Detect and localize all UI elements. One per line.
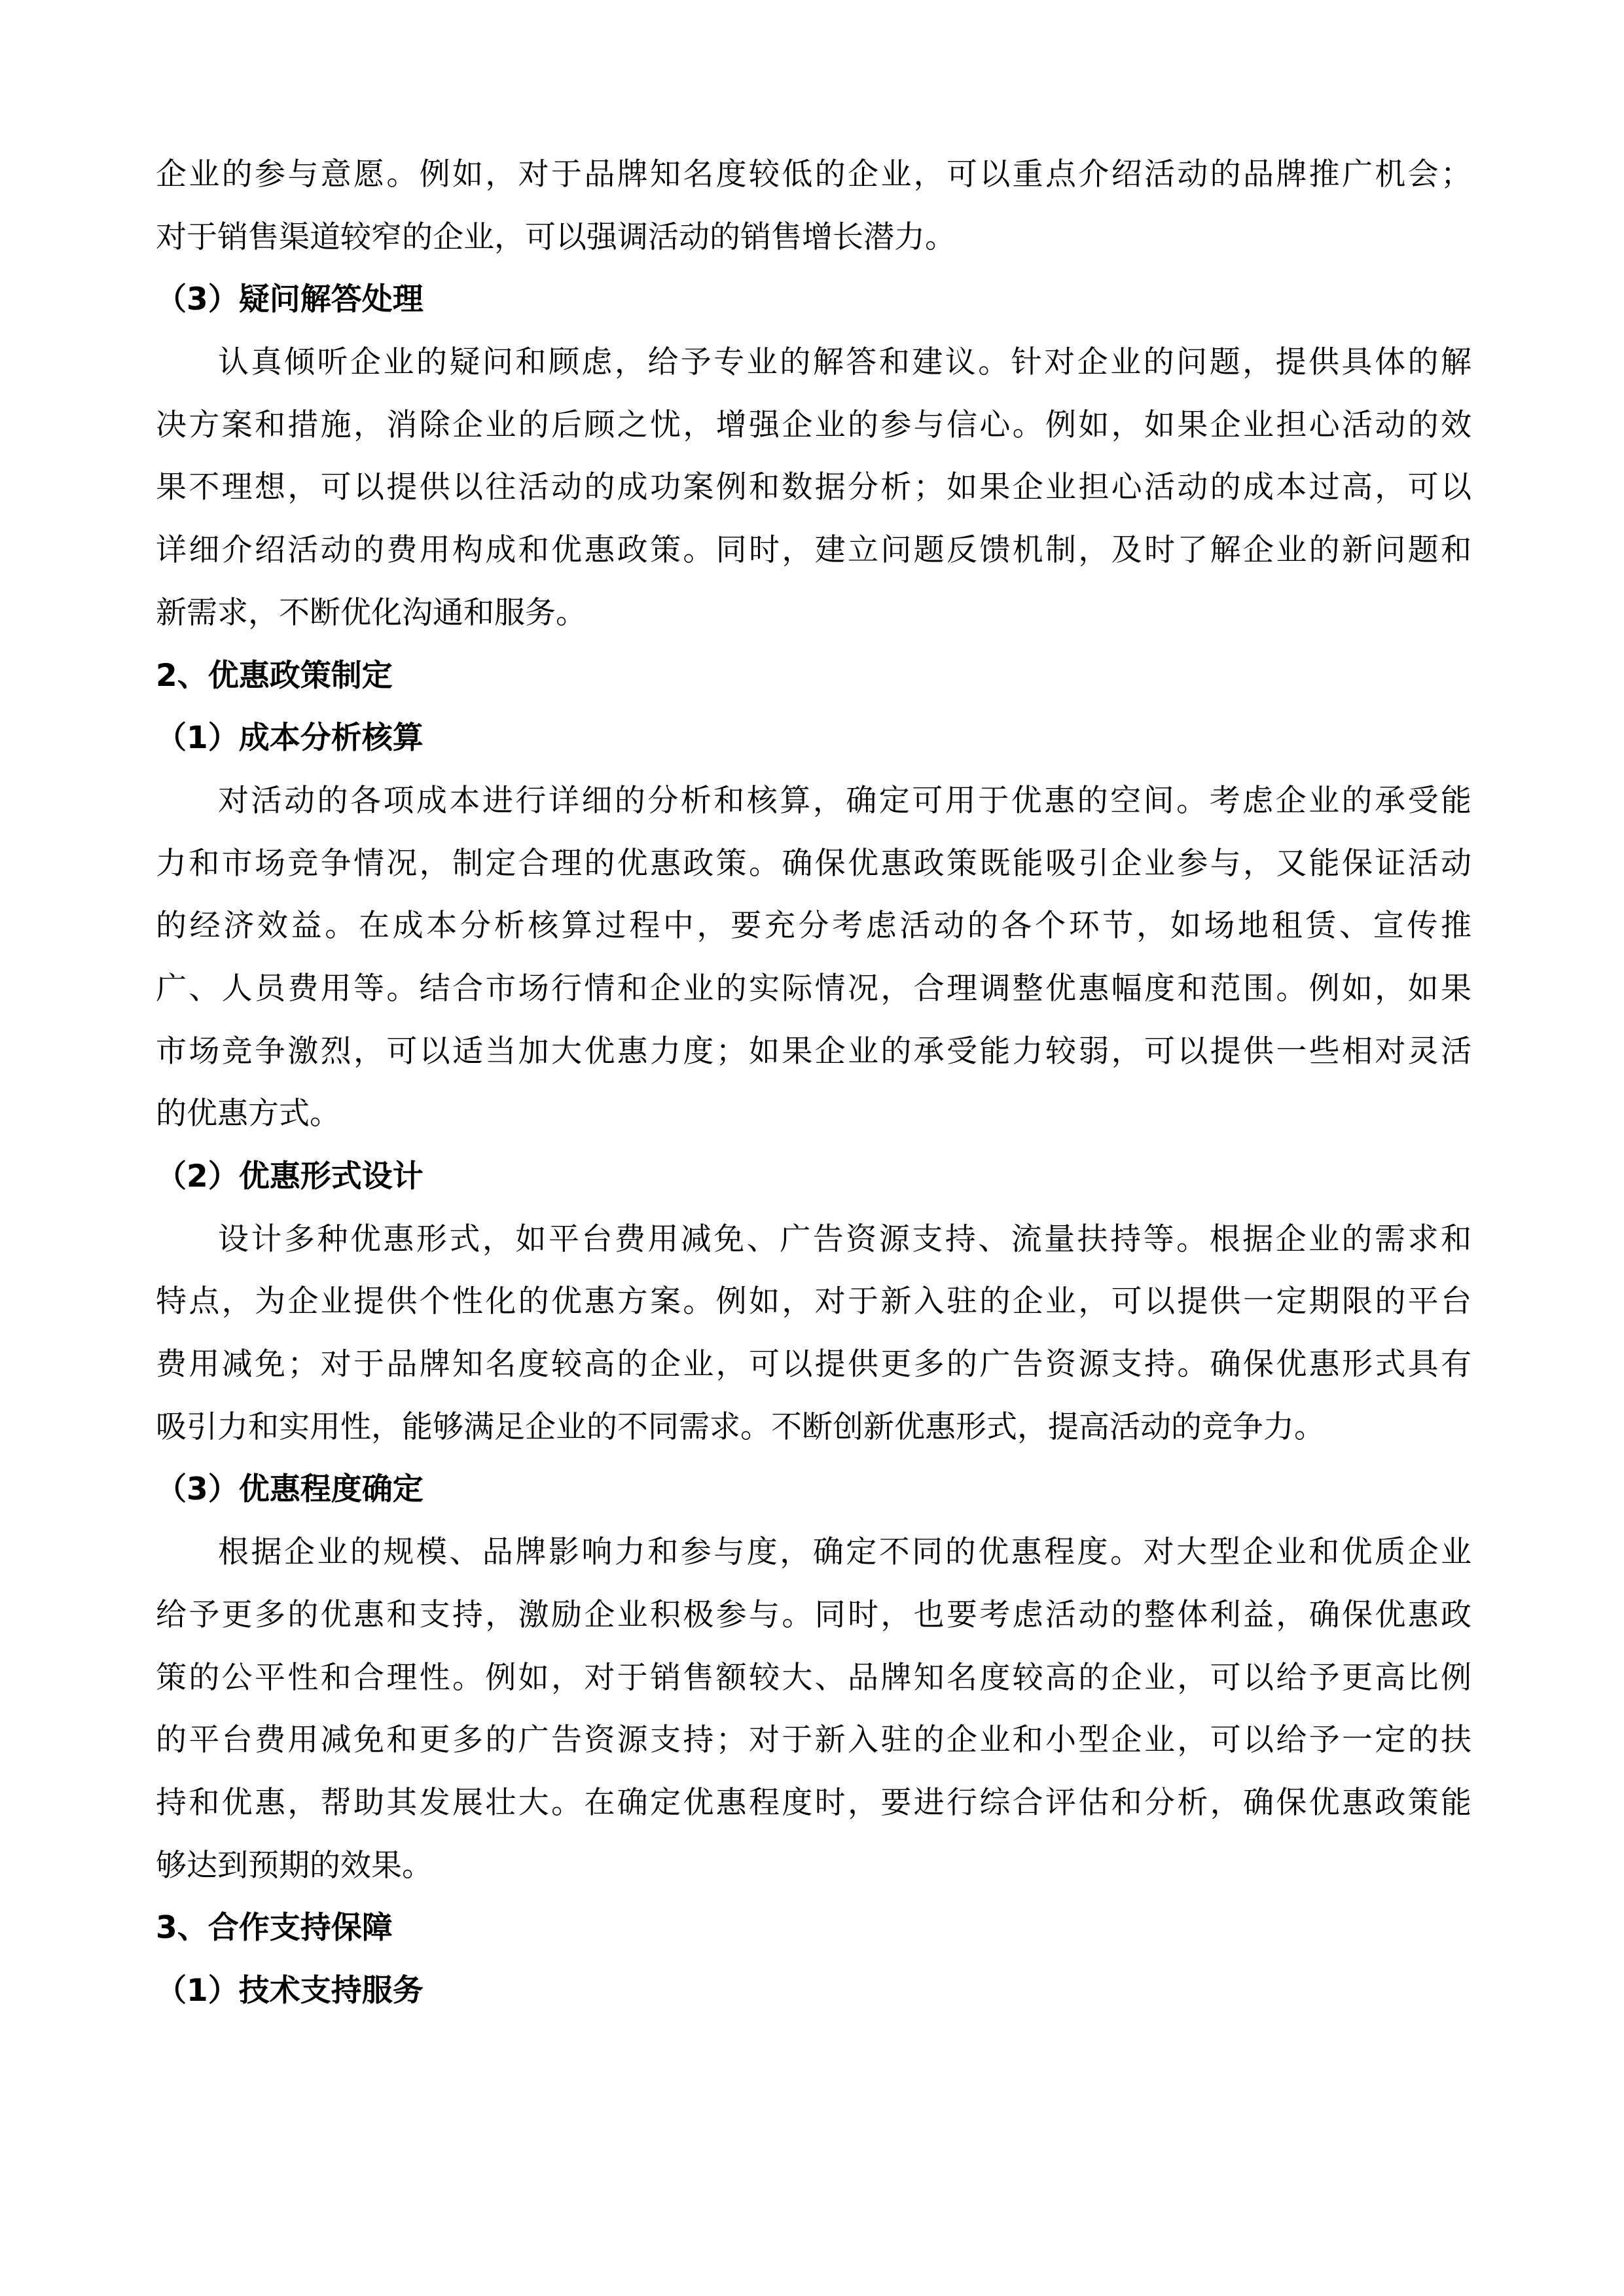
subheading-discount-degree: （3）优惠程度确定 [156,1471,424,1508]
subheading-cost-analysis: （1）成本分析核算 [156,720,424,757]
text-line: 策的公平性和合理性。例如，对于销售额较大、品牌知名度较高的企业，可以给予更高比例 [156,1659,1471,1696]
text-line: 特点，为企业提供个性化的优惠方案。例如，对于新入驻的企业，可以提供一定期限的平台 [156,1283,1471,1320]
subheading-discount-form: （2）优惠形式设计 [156,1158,424,1194]
text-line: 果不理想，可以提供以往活动的成功案例和数据分析；如果企业担心活动的成本过高，可以 [156,469,1471,506]
text-line: 广、人员费用等。结合市场行情和企业的实际情况，合理调整优惠幅度和范围。例如，如果 [156,970,1471,1007]
text-line: 企业的参与意愿。例如，对于品牌知名度较低的企业，可以重点介绍活动的品牌推广机会； [156,156,1471,192]
text-line: 根据企业的规模、品牌影响力和参与度，确定不同的优惠程度。对大型企业和优质企业 [218,1534,1471,1571]
text-line: 详细介绍活动的费用构成和优惠政策。同时，建立问题反馈机制，及时了解企业的新问题和 [156,532,1471,569]
text-line: 的平台费用减免和更多的广告资源支持；对于新入驻的企业和小型企业，可以给予一定的扶 [156,1722,1471,1759]
text-line: 给予更多的优惠和支持，激励企业积极参与。同时，也要考虑活动的整体利益，确保优惠政 [156,1596,1471,1633]
paragraph-cost-analysis [156,770,1471,1145]
text-line: 费用减免；对于品牌知名度较高的企业，可以提供更多的广告资源支持。确保优惠形式具有 [156,1346,1471,1383]
text-line: 的经济效益。在成本分析核算过程中，要充分考虑活动的各个环节，如场地租赁、宣传推 [156,908,1471,944]
subheading-technical-support: （1）技术支持服务 [156,1972,424,2009]
text-line: 够达到预期的效果。 [156,1847,433,1884]
paragraph-discount-form [156,1208,1471,1459]
text-line: 市场竞争激烈，可以适当加大优惠力度；如果企业的承受能力较弱，可以提供一些相对灵活 [156,1033,1471,1069]
text-line: 设计多种优惠形式，如平台费用减免、广告资源支持、流量扶持等。根据企业的需求和 [218,1221,1471,1257]
paragraph-question-handling [156,331,1471,644]
text-line: 持和优惠，帮助其发展壮大。在确定优惠程度时，要进行综合评估和分析，确保优惠政策能 [156,1784,1471,1821]
text-line: 对于销售渠道较窄的企业，可以强调活动的销售增长潜力。 [156,219,956,255]
paragraph-continued-participation [156,143,1471,268]
text-line: 吸引力和实用性，能够满足企业的不同需求。不断创新优惠形式，提高活动的竞争力。 [156,1408,1325,1445]
text-line: 新需求，不断优化沟通和服务。 [156,594,586,631]
subheading-question-handling: （3）疑问解答处理 [156,281,424,318]
text-line: 决方案和措施，消除企业的后顾之忧，增强企业的参与信心。例如，如果企业担心活动的效 [156,406,1471,443]
text-line: 认真倾听企业的疑问和顾虑，给予专业的解答和建议。针对企业的问题，提供具体的解 [218,344,1471,381]
paragraph-discount-degree [156,1521,1471,1897]
heading-cooperation-support: 3、合作支持保障 [156,1910,393,1946]
text-line: 对活动的各项成本进行详细的分析和核算，确定可用于优惠的空间。考虑企业的承受能 [218,782,1471,819]
document-page [156,143,1471,2022]
text-line: 的优惠方式。 [156,1096,340,1132]
heading-discount-policy: 2、优惠政策制定 [156,657,393,694]
text-line: 力和市场竞争情况，制定合理的优惠政策。确保优惠政策既能吸引企业参与，又能保证活动 [156,845,1471,882]
